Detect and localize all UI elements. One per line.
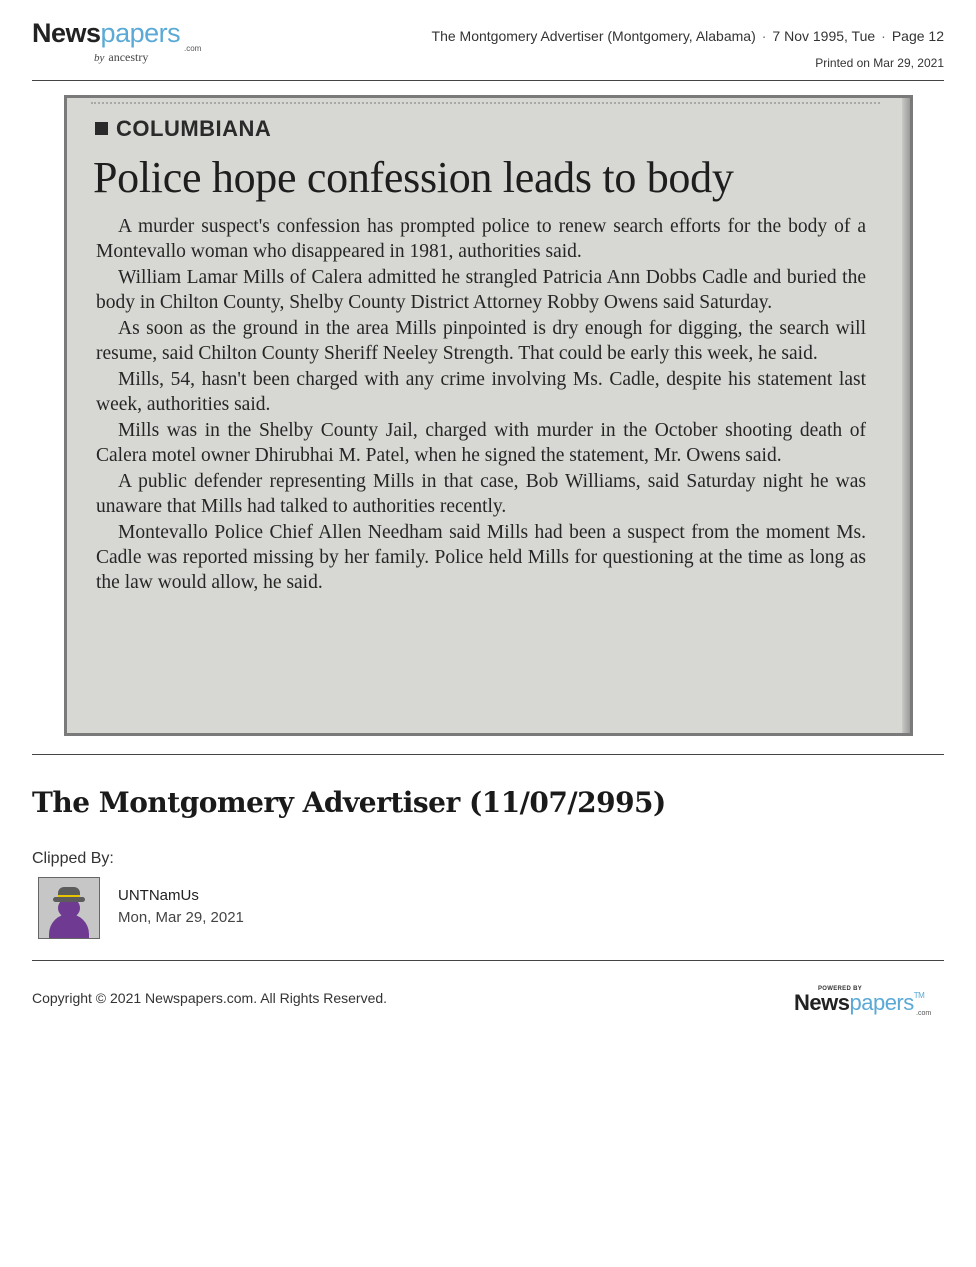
article-paragraph: Montevallo Police Chief Allen Needham said Mills had been a suspect from the moment Ms. Cadle was reported missing by her family. Police held Mills for questioning at the time as long as the law would allow, he said.	[96, 522, 866, 593]
logo-news-text: News	[32, 18, 101, 48]
meta-separator: ·	[881, 28, 886, 44]
footer-logo-tm: TM	[913, 991, 925, 1000]
article-paragraph: Mills was in the Shelby County Jail, charged with murder in the October shooting death of Calera motel owner Dhirubhai M. Patel, when he signed the statement, Mr. Owens said.	[96, 420, 866, 466]
newspapers-logo[interactable]	[32, 18, 212, 68]
footer-logo-news: News	[794, 990, 850, 1015]
article-paragraph: As soon as the ground in the area Mills pinpointed is dry enough for digging, the search will resume, said Chilton County Sheriff Neeley Strength. That could be early this week, he said.	[96, 318, 866, 364]
footer-divider	[32, 960, 944, 961]
logo-papers-text: papers	[100, 18, 181, 48]
kicker-bullet-icon	[95, 122, 108, 135]
avatar-hat-brim	[53, 897, 85, 902]
footer-logo-papers: papers	[849, 990, 914, 1015]
logo-com-text: .com	[184, 44, 202, 53]
clip-title: The Montgomery Advertiser (11/07/2995)	[32, 786, 666, 819]
clipping-kicker	[95, 116, 271, 142]
footer-logo-com: .com	[916, 1010, 932, 1017]
article-paragraph: A murder suspect's confession has prompted police to renew search efforts for the body of a Montevallo woman who disappeared in 1981, authorities said.	[96, 216, 866, 262]
article-paragraph: A public defender representing Mills in that case, Bob Williams, said Saturday night he was unaware that Mills had talked to authorities recently.	[96, 471, 866, 517]
newspaper-clipping[interactable]	[64, 95, 913, 736]
page-number: Page 12	[891, 28, 944, 44]
clipper-username[interactable]: UNTNamUs	[118, 887, 199, 904]
meta-separator: ·	[761, 28, 767, 44]
publication-date: 7 Nov 1995, Tue	[772, 28, 876, 44]
article-paragraph: Mills, 54, hasn't been charged with any crime involving Ms. Cadle, despite his statement last week, authorities said.	[96, 369, 866, 415]
header-divider	[32, 80, 944, 81]
logo-by-text: by	[94, 52, 105, 64]
printed-date: Printed on Mar 29, 2021	[815, 56, 944, 70]
powered-by-newspapers-logo[interactable]	[794, 984, 944, 1020]
clipped-by-label: Clipped By:	[32, 850, 114, 867]
clipping-headline: Police hope confession leads to body	[93, 153, 734, 202]
publication-name: The Montgomery Advertiser (Montgomery, Alabama)	[431, 28, 756, 44]
kicker-text: COLUMBIANA	[116, 116, 272, 141]
article-paragraph: William Lamar Mills of Calera admitted he strangled Patricia Ann Dobbs Cadle and buried the body in Chilton County, Shelby County District Attorney Robby Owens said Saturday.	[96, 267, 866, 313]
user-avatar[interactable]	[38, 877, 100, 939]
article-body	[96, 214, 866, 596]
clipping-divider	[32, 754, 944, 755]
clipping-cut-edge	[91, 95, 880, 104]
publication-meta	[432, 28, 944, 44]
powered-by-text: POWERED BY	[818, 986, 863, 992]
ancestry-byline	[94, 50, 148, 65]
copyright-notice: Copyright © 2021 Newspapers.com. All Rights Reserved.	[32, 990, 388, 1006]
clipped-date: Mon, Mar 29, 2021	[118, 909, 244, 926]
ancestry-text: ancestry	[108, 50, 149, 64]
